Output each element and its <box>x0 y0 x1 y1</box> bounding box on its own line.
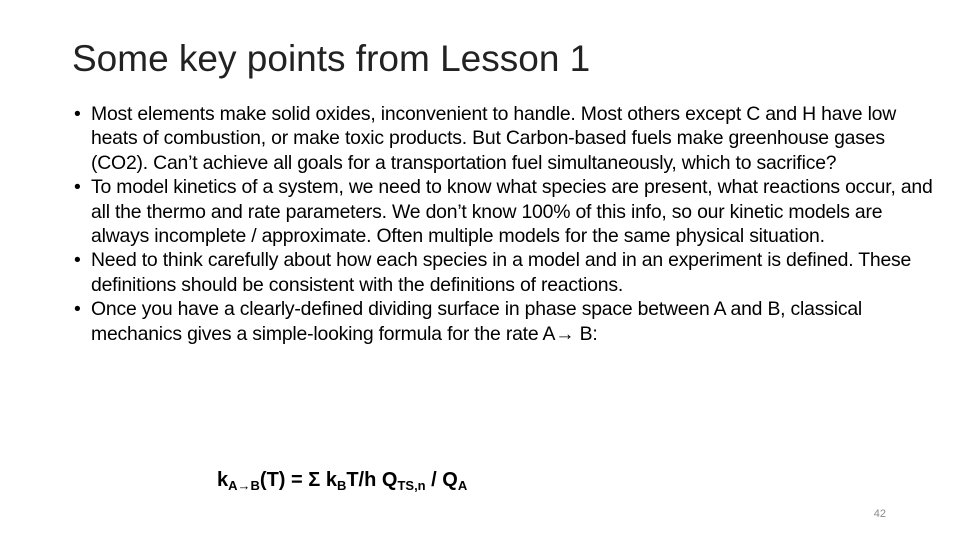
formula-slash-q: / Q <box>425 469 458 491</box>
formula-kb: k <box>320 469 337 491</box>
formula-t: (T) = <box>259 469 309 491</box>
page-number: 42 <box>873 508 886 520</box>
formula-k: k <box>217 469 229 491</box>
bullet-item <box>74 102 934 175</box>
formula-t-over-h: T/h Q <box>346 469 398 491</box>
bullet-item <box>74 297 934 346</box>
bullet-text: Need to think carefully about how each species in a model and in an experiment is defined. These definitions should be consistent with the definitions of reactions. <box>91 249 912 296</box>
bullet-dot: • <box>74 103 81 125</box>
rate-formula <box>217 469 467 492</box>
bullet-list <box>74 102 934 346</box>
bullet-item <box>74 248 934 297</box>
formula-qa-subscript: A <box>457 478 468 493</box>
bullet-text: Most elements make solid oxides, inconvenient to handle. Most others except C and H have low heats of combustion, or make toxic products. But Carbon-based fuels make greenhouse gases (CO2). Can’t achieve all goals for a transportation fuel simultaneously, which to sacrifice? <box>91 103 897 174</box>
slide-title: Some key points from Lesson 1 <box>72 38 591 79</box>
bullet-item <box>74 175 934 248</box>
bullet-dot: • <box>74 298 81 321</box>
sigma-symbol: Σ <box>308 469 321 491</box>
formula-kb-subscript: B <box>336 478 347 493</box>
bullet-text: To model kinetics of a system, we need to know what species are present, what reactions occur, and all the thermo and rate parameters. We don’t know 100% of this info, so our kinetic models are always incomplete / approximate. Often multiple models for the same physical situation. <box>91 176 933 248</box>
bullet-dot: • <box>74 176 81 199</box>
formula-q-subscript: TS,n <box>397 478 426 493</box>
bullet-text: Once you have a clearly-defined dividing surface in phase space between A and B, classical mechanics gives a simple-looking formula for the rate A→ B: <box>91 298 863 345</box>
bullet-dot: • <box>74 249 81 272</box>
formula-k-subscript: A→B <box>228 478 260 493</box>
